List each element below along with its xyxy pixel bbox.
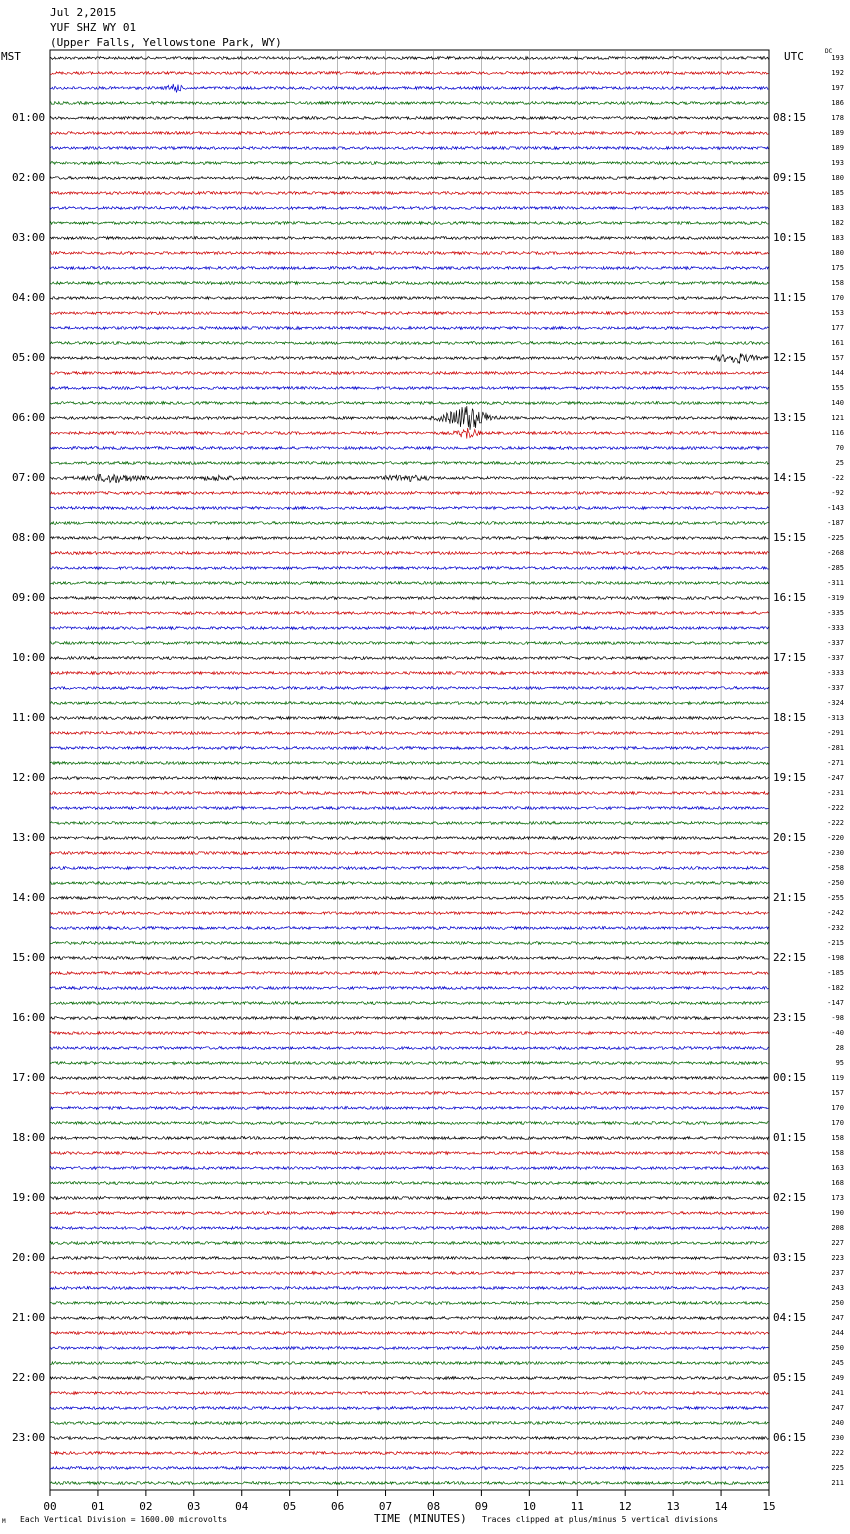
dc-offset-value: 182 [831,219,844,227]
trace-row-93 [50,1452,768,1455]
trace-row-90 [50,1407,768,1410]
trace-row-16 [50,297,768,300]
x-tick-label: 02 [139,1500,153,1513]
utc-hour-label: 01:15 [773,1131,807,1144]
mst-hour-label: 22:00 [12,1371,46,1384]
dc-offset-value: 170 [831,1119,844,1127]
corner-mark: M [2,1518,6,1525]
utc-hour-label: 12:15 [773,351,807,364]
trace-row-31 [50,522,768,525]
dc-label: DC [825,48,833,55]
trace-row-17 [50,312,768,315]
utc-hour-label: 17:15 [773,651,807,664]
dc-offset-value: 177 [831,324,844,332]
utc-hour-label: 11:15 [773,291,807,304]
mst-hour-label: 11:00 [12,711,46,724]
trace-row-80 [50,1257,768,1260]
x-tick-label: 14 [714,1500,728,1513]
trace-row-39 [50,642,768,645]
dc-offset-value: -222 [827,819,844,827]
dc-offset-value: -333 [827,624,844,632]
x-tick-label: 00 [43,1500,57,1513]
trace-row-61 [50,972,768,975]
trace-row-34 [50,567,768,570]
trace-row-26 [50,447,768,450]
dc-offset-value: 223 [831,1254,844,1262]
trace-row-32 [50,537,768,540]
station-location: (Upper Falls, Yellowstone Park, WY) [50,36,282,49]
dc-offset-value: 163 [831,1164,844,1172]
trace-row-75 [50,1182,768,1185]
dc-offset-value: -337 [827,684,844,692]
trace-row-24 [50,406,768,430]
dc-offset-value: -242 [827,909,844,917]
utc-hour-label: 21:15 [773,891,807,904]
trace-row-29 [50,492,768,495]
dc-offset-value: 119 [831,1074,844,1082]
x-tick-label: 04 [235,1500,249,1513]
dc-offset-value: 189 [831,144,844,152]
dc-offset-value: 225 [831,1464,844,1472]
mst-hour-label: 14:00 [12,891,46,904]
dc-offset-value: 243 [831,1284,844,1292]
trace-row-43 [50,702,768,705]
trace-row-10 [50,207,768,210]
dc-offset-value: 249 [831,1374,844,1382]
x-tick-label: 03 [187,1500,201,1513]
dc-offset-value: 237 [831,1269,844,1277]
dc-offset-value: -22 [831,474,844,482]
trace-row-83 [50,1302,768,1305]
dc-offset-value: 161 [831,339,844,347]
dc-offset-value: -313 [827,714,844,722]
trace-row-62 [50,987,768,990]
dc-offset-value: 158 [831,1134,844,1142]
dc-offset-value: -255 [827,894,844,902]
dc-offset-value: 170 [831,1104,844,1112]
dc-offset-value: -291 [827,729,844,737]
mst-hour-label: 13:00 [12,831,46,844]
trace-row-71 [50,1122,768,1125]
mst-hour-label: 05:00 [12,351,46,364]
trace-row-57 [50,912,768,915]
dc-offset-value: 211 [831,1479,844,1487]
trace-row-92 [50,1437,768,1440]
trace-row-1 [50,72,768,75]
dc-offset-value: -230 [827,849,844,857]
dc-offset-value: -215 [827,939,844,947]
dc-offset-value: 186 [831,99,844,107]
dc-offset-value: 240 [831,1419,844,1427]
trace-row-42 [50,687,768,690]
clip-note: Traces clipped at plus/minus 5 vertical divisions [482,1515,719,1524]
trace-row-13 [50,252,768,255]
dc-offset-value: 140 [831,399,844,407]
utc-hour-label: 08:15 [773,111,807,124]
mst-hour-label: 23:00 [12,1431,46,1444]
trace-row-79 [50,1242,768,1245]
dc-offset-value: 155 [831,384,844,392]
dc-offset-value: 197 [831,84,844,92]
mst-hour-label: 18:00 [12,1131,46,1144]
dc-offset-value: 168 [831,1179,844,1187]
utc-hour-label: 05:15 [773,1371,807,1384]
dc-offset-value: 185 [831,189,844,197]
dc-offset-value: 144 [831,369,844,377]
trace-row-52 [50,837,768,840]
trace-row-38 [50,627,768,630]
trace-row-78 [50,1227,768,1230]
dc-offset-value: 116 [831,429,844,437]
mst-hour-label: 15:00 [12,951,46,964]
trace-row-65 [50,1032,768,1035]
dc-offset-value: 70 [835,444,844,452]
trace-row-3 [50,102,768,105]
dc-offset-value: -324 [827,699,844,707]
dc-offset-value: -185 [827,969,844,977]
trace-row-6 [50,147,768,150]
dc-offset-value: 247 [831,1314,844,1322]
trace-row-56 [50,897,768,900]
dc-offset-value: -147 [827,999,844,1007]
dc-offset-value: 153 [831,309,844,317]
trace-row-89 [50,1392,768,1395]
utc-hour-label: 00:15 [773,1071,807,1084]
trace-row-63 [50,1002,768,1005]
dc-offset-value: 227 [831,1239,844,1247]
dc-offset-value: 173 [831,1194,844,1202]
trace-row-18 [50,327,768,330]
x-tick-label: 07 [378,1500,393,1513]
trace-row-60 [50,957,768,960]
trace-row-53 [50,852,768,855]
utc-hour-label: 15:15 [773,531,807,544]
dc-offset-value: -143 [827,504,844,512]
dc-offset-value: 230 [831,1434,844,1442]
trace-row-20 [50,354,768,364]
trace-row-37 [50,612,768,615]
trace-row-51 [50,822,768,825]
trace-row-30 [50,507,768,510]
trace-row-47 [50,762,768,765]
trace-row-67 [50,1062,768,1065]
dc-offset-value: -40 [831,1029,844,1037]
utc-hour-label: 13:15 [773,411,807,424]
dc-offset-value: 222 [831,1449,844,1457]
dc-offset-value: -98 [831,1014,844,1022]
mst-hour-label: 17:00 [12,1071,46,1084]
mst-hour-label: 21:00 [12,1311,46,1324]
trace-row-11 [50,222,768,225]
dc-offset-value: 247 [831,1404,844,1412]
trace-row-69 [50,1092,768,1095]
dc-offset-value: 28 [835,1044,844,1052]
dc-offset-value: -337 [827,654,844,662]
dc-offset-value: -220 [827,834,844,842]
trace-row-77 [50,1212,768,1215]
trace-row-66 [50,1047,768,1050]
dc-offset-value: 170 [831,294,844,302]
trace-row-85 [50,1332,768,1335]
station-code: YUF SHZ WY 01 [50,21,137,34]
trace-row-88 [50,1377,768,1380]
trace-row-15 [50,282,768,285]
trace-row-35 [50,582,768,585]
mst-hour-label: 19:00 [12,1191,46,1204]
dc-offset-value: 157 [831,1089,844,1097]
dc-offset-value: 158 [831,279,844,287]
x-axis-title: TIME (MINUTES) [374,1512,467,1525]
dc-offset-value: 175 [831,264,844,272]
dc-offset-value: -281 [827,744,844,752]
dc-offset-value: -285 [827,564,844,572]
trace-row-4 [50,117,768,120]
dc-offset-value: -337 [827,639,844,647]
mst-hour-label: 06:00 [12,411,46,424]
trace-row-91 [50,1422,768,1425]
trace-row-14 [50,267,768,270]
dc-offset-value: -250 [827,879,844,887]
plot-date: Jul 2,2015 [50,6,117,19]
dc-offset-value: 244 [831,1329,844,1337]
x-tick-label: 05 [283,1500,297,1513]
dc-offset-value: -311 [827,579,844,587]
x-tick-label: 09 [474,1500,489,1513]
utc-hour-label: 04:15 [773,1311,807,1324]
utc-hour-label: 10:15 [773,231,807,244]
trace-row-76 [50,1197,768,1200]
trace-row-21 [50,372,768,375]
trace-row-86 [50,1347,768,1350]
mst-hour-label: 10:00 [12,651,46,664]
x-tick-label: 15 [762,1500,776,1513]
dc-offset-value: -198 [827,954,844,962]
dc-offset-value: -271 [827,759,844,767]
dc-offset-value: 157 [831,354,844,362]
mst-hour-label: 02:00 [12,171,46,184]
trace-row-74 [50,1167,768,1170]
dc-offset-value: -333 [827,669,844,677]
mst-hour-label: 16:00 [12,1011,46,1024]
dc-offset-value: -258 [827,864,844,872]
dc-offset-value: -247 [827,774,844,782]
dc-offset-value: -92 [831,489,844,497]
dc-offset-value: 192 [831,69,844,77]
dc-offset-value: -187 [827,519,844,527]
dc-offset-value: -319 [827,594,844,602]
trace-row-59 [50,942,768,945]
mst-hour-label: 04:00 [12,291,46,304]
dc-offset-value: 183 [831,204,844,212]
dc-offset-value: 245 [831,1359,844,1367]
trace-row-8 [50,177,768,180]
utc-hour-label: 09:15 [773,171,807,184]
dc-offset-value: 250 [831,1299,844,1307]
trace-row-41 [50,672,768,675]
dc-offset-value: 95 [835,1059,844,1067]
trace-row-44 [50,717,768,720]
trace-row-81 [50,1272,768,1275]
trace-row-55 [50,882,768,885]
trace-row-95 [50,1482,768,1485]
trace-row-87 [50,1362,768,1365]
dc-offset-value: 190 [831,1209,844,1217]
trace-row-58 [50,927,768,930]
trace-row-5 [50,132,768,135]
trace-row-48 [50,777,768,780]
dc-offset-value: 178 [831,114,844,122]
trace-row-2 [50,84,768,93]
x-tick-label: 12 [618,1500,632,1513]
dc-offset-value: -225 [827,534,844,542]
dc-offset-value: 158 [831,1149,844,1157]
dc-offset-value: 241 [831,1389,844,1397]
trace-row-46 [50,747,768,750]
utc-label: UTC [784,50,804,63]
utc-hour-label: 18:15 [773,711,807,724]
utc-hour-label: 06:15 [773,1431,807,1444]
trace-row-70 [50,1107,768,1110]
trace-row-27 [50,462,768,465]
utc-hour-label: 02:15 [773,1191,807,1204]
utc-hour-label: 22:15 [773,951,807,964]
utc-hour-label: 23:15 [773,1011,807,1024]
mst-hour-label: 01:00 [12,111,46,124]
mst-hour-label: 03:00 [12,231,46,244]
trace-row-73 [50,1152,768,1155]
x-tick-label: 06 [330,1500,345,1513]
dc-offset-value: 25 [835,459,844,467]
trace-row-23 [50,402,768,405]
trace-row-25 [50,428,768,439]
trace-row-7 [50,162,768,165]
trace-row-45 [50,732,768,735]
trace-row-19 [50,342,768,345]
trace-row-68 [50,1077,768,1080]
trace-row-22 [50,387,768,390]
trace-row-33 [50,552,768,555]
dc-offset-value: -335 [827,609,844,617]
trace-row-82 [50,1287,768,1290]
dc-offset-value: -182 [827,984,844,992]
trace-row-50 [50,807,768,810]
trace-row-12 [50,237,768,240]
trace-row-94 [50,1467,768,1470]
mst-hour-label: 08:00 [12,531,46,544]
scale-note: Each Vertical Division = 1600.00 microvolts [20,1515,228,1524]
mst-label: MST [1,50,21,63]
dc-offset-value: 193 [831,54,844,62]
trace-row-36 [50,597,768,600]
utc-hour-label: 03:15 [773,1251,807,1264]
dc-offset-value: 193 [831,159,844,167]
utc-hour-label: 19:15 [773,771,807,784]
x-tick-label: 13 [666,1500,680,1513]
dc-offset-value: -222 [827,804,844,812]
trace-row-40 [50,657,768,660]
trace-row-0 [50,57,768,60]
mst-hour-label: 07:00 [12,471,46,484]
dc-offset-value: 208 [831,1224,844,1232]
dc-offset-value: 189 [831,129,844,137]
trace-row-72 [50,1137,768,1140]
x-tick-label: 10 [522,1500,536,1513]
dc-offset-value: 180 [831,174,844,182]
dc-offset-value: 250 [831,1344,844,1352]
trace-row-84 [50,1317,768,1320]
dc-offset-value: 180 [831,249,844,257]
x-tick-label: 08 [426,1500,441,1513]
trace-row-9 [50,192,768,195]
mst-hour-label: 09:00 [12,591,46,604]
utc-hour-label: 14:15 [773,471,807,484]
mst-hour-label: 12:00 [12,771,46,784]
dc-offset-value: -268 [827,549,844,557]
trace-row-49 [50,792,768,795]
dc-offset-value: -232 [827,924,844,932]
utc-hour-label: 16:15 [773,591,807,604]
dc-offset-value: -231 [827,789,844,797]
trace-row-64 [50,1017,768,1020]
trace-row-54 [50,867,768,870]
utc-hour-label: 20:15 [773,831,807,844]
trace-row-28 [50,474,768,482]
mst-hour-label: 20:00 [12,1251,46,1264]
dc-offset-value: 183 [831,234,844,242]
x-tick-label: 11 [570,1500,584,1513]
dc-offset-value: 121 [831,414,844,422]
x-tick-label: 01 [91,1500,105,1513]
